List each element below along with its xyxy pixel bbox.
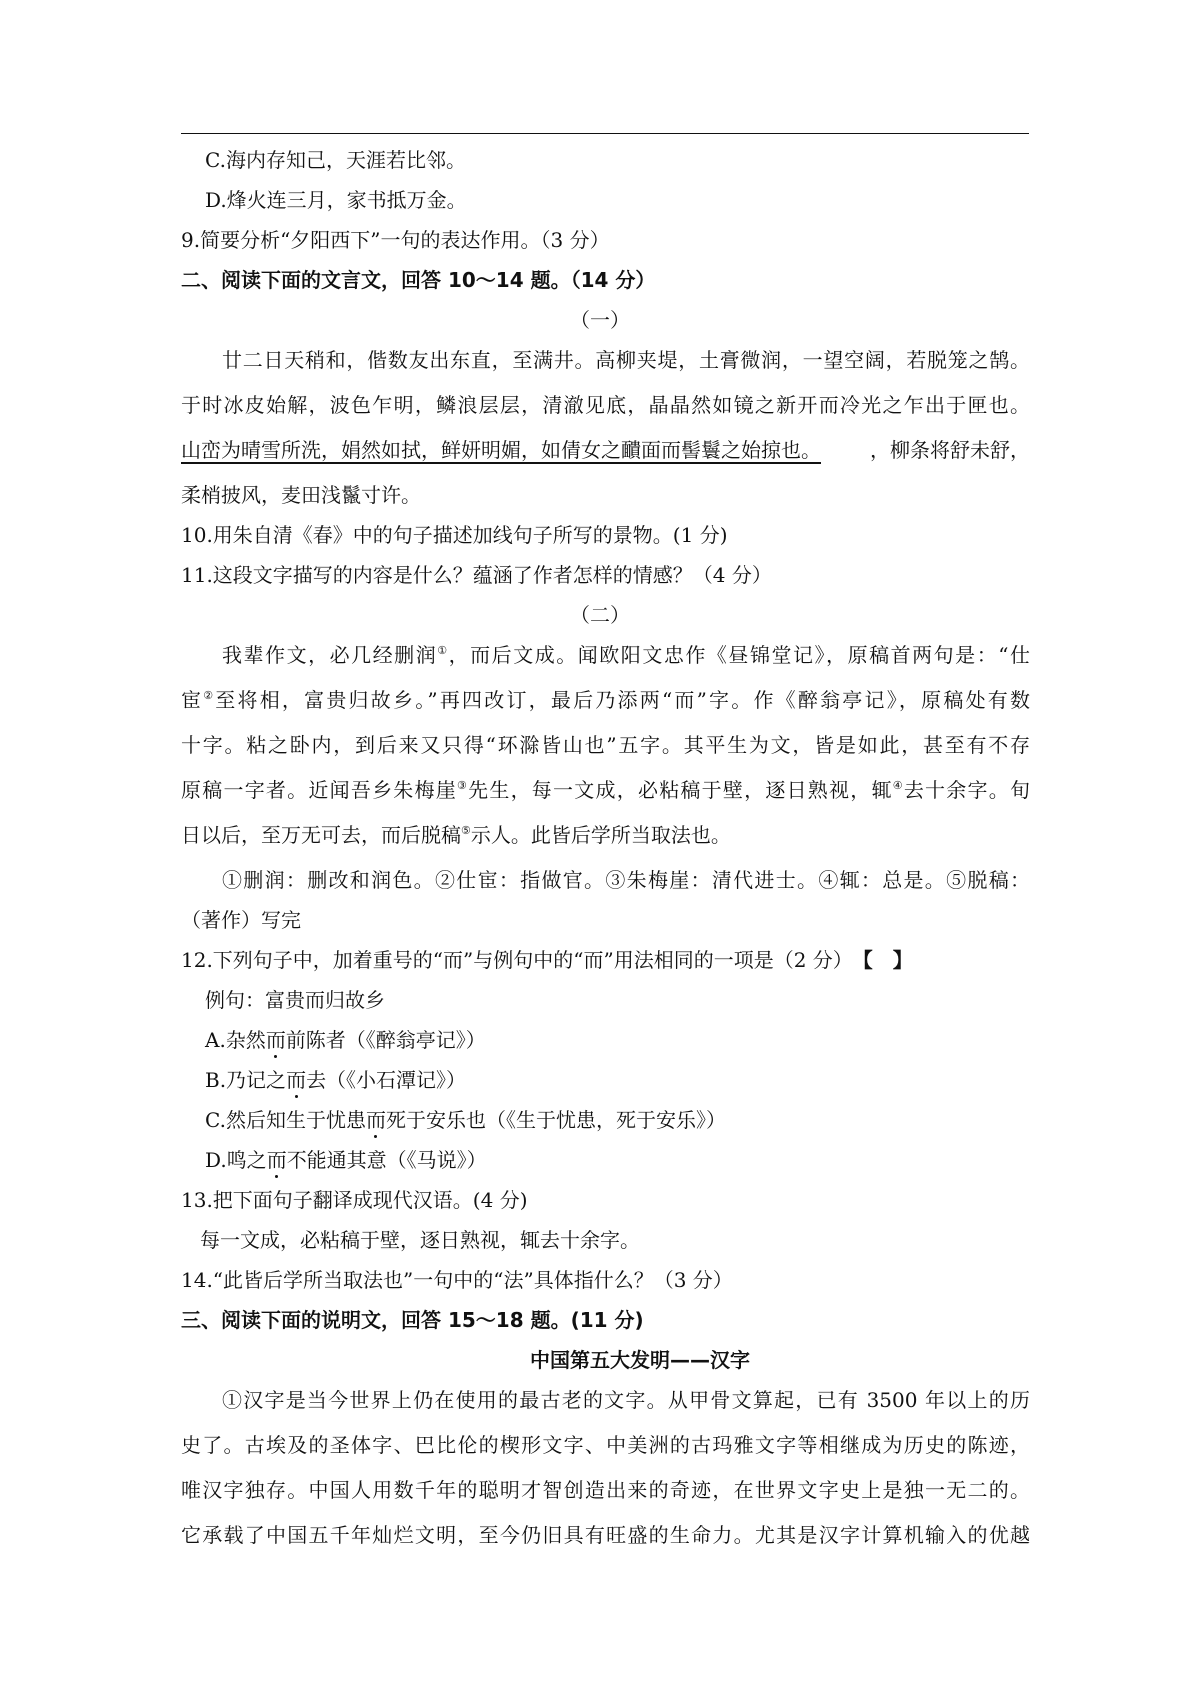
emphasis-er-d: 而: [266, 1148, 287, 1172]
article-line-1: ①汉字是当今世界上仍在使用的最古老的文字。从甲骨文算起，已有 3500 年以上的历: [222, 1388, 1030, 1412]
passage-2-label: （二）: [570, 603, 630, 627]
article-line-3: 唯汉字独存。中国人用数千年的聪明才智创造出来的奇迹，在世界文字史上是独一无二的。: [181, 1478, 1030, 1502]
question-12: 12.下列句子中，加着重号的“而”与例句中的“而”用法相同的一项是（2 分）【 】: [181, 948, 913, 972]
article-line-2: 史了。古埃及的圣体字、巴比伦的楔形文字、中美洲的古玛雅文字等相继成为历史的陈迹，: [181, 1433, 1030, 1457]
underlined-sentence: 山峦为晴雪所洗，娟然如拭，鲜妍明媚，如倩女之靧面而髻鬟之始掠也。: [181, 438, 821, 462]
section-2-heading: 二、阅读下面的文言文，回答 10～14 题。（14 分）: [181, 268, 656, 292]
footnotes-line-2: （著作）写完: [181, 908, 301, 932]
passage-1-line-3-rest: ，柳条将舒未舒，: [870, 438, 1030, 462]
passage-2-line-4: 原稿一字者。近闻吾乡朱梅崖③先生，每一文成，必粘稿于壁，逐日熟视，辄④去十余字。旬: [181, 778, 1030, 802]
question-12-option-d: D.鸣之而不能通其意（《马说》）: [205, 1148, 487, 1172]
passage-2-line-1: 我辈作文，必几经删润①，而后文成。闻欧阳文忠作《昼锦堂记》，原稿首两句是：“仕: [222, 643, 1030, 667]
article-title: 中国第五大发明——汉字: [530, 1348, 750, 1372]
q8-option-d: D.烽火连三月，家书抵万金。: [205, 188, 467, 212]
passage-1-line-3: [181, 437, 1030, 463]
article-line-4: 它承载了中国五千年灿烂文明，至今仍旧具有旺盛的生命力。尤其是汉字计算机输入的优越: [181, 1523, 1030, 1547]
footnote-marker-2: ②: [203, 689, 216, 702]
footnote-marker-1: ①: [437, 644, 449, 657]
question-12-option-c: C.然后知生于忧患而死于安乐也（《生于忧患，死于安乐》）: [205, 1108, 726, 1132]
passage-1-line-1: 廿二日天稍和，偕数友出东直，至满井。高柳夹堤，土膏微润，一望空阔，若脱笼之鹄。: [222, 348, 1030, 372]
passage-2-line-5: 日以后，至万无可去，而后脱稿⑤示人。此皆后学所当取法也。: [181, 823, 731, 847]
section-3-heading: 三、阅读下面的说明文，回答 15～18 题。(11 分): [181, 1308, 644, 1332]
emphasis-er-b: 而: [286, 1068, 307, 1092]
question-13: 13.把下面句子翻译成现代汉语。(4 分): [181, 1188, 528, 1212]
passage-2-line-3: 十字。粘之卧内，到后来又只得“环滁皆山也”五字。其平生为文，皆是如此，甚至有不存: [181, 733, 1030, 757]
passage-1-label: （一）: [570, 308, 630, 332]
question-9: 9.简要分析“夕阳西下”一句的表达作用。（3 分）: [181, 228, 610, 252]
answer-bracket: 【 】: [852, 948, 913, 972]
passage-1-line-4: 柔梢披风，麦田浅鬣寸许。: [181, 483, 421, 507]
question-14: 14.“此皆后学所当取法也”一句中的“法”具体指什么？（3 分）: [181, 1268, 733, 1292]
question-12-option-a: A.杂然而前陈者（《醉翁亭记》）: [205, 1028, 486, 1052]
emphasis-er-a: 而: [265, 1028, 286, 1052]
emphasis-er-c: 而: [365, 1108, 386, 1132]
question-11: 11.这段文字描写的内容是什么？蕴涵了作者怎样的情感？（4 分）: [181, 563, 772, 587]
header-rule: [181, 133, 1029, 134]
question-12-option-b: B.乃记之而去（《小石潭记》）: [205, 1068, 467, 1092]
footnote-marker-5: ⑤: [461, 824, 471, 837]
question-10: 10.用朱自清《春》中的句子描述加线句子所写的景物。(1 分): [181, 523, 728, 547]
footnote-marker-3: ③: [457, 779, 469, 792]
q8-option-c: C.海内存知己，天涯若比邻。: [205, 148, 466, 172]
passage-1-line-2: 于时冰皮始解，波色乍明，鳞浪层层，清澈见底，晶晶然如镜之新开而冷光之乍出于匣也。: [181, 393, 1030, 417]
question-13-text: 每一文成，必粘稿于壁，逐日熟视，辄去十余字。: [200, 1228, 640, 1252]
footnote-marker-4: ④: [892, 779, 904, 792]
footnotes-line-1: ①删润：删改和润色。②仕宦：指做官。③朱梅崖：清代进士。④辄：总是。⑤脱稿：: [222, 868, 1030, 892]
question-12-example: 例句：富贵而归故乡: [205, 988, 385, 1012]
passage-2-line-2: 宦②至将相，富贵归故乡。”再四改订，最后乃添两“而”字。作《醉翁亭记》，原稿处有数: [181, 688, 1030, 712]
